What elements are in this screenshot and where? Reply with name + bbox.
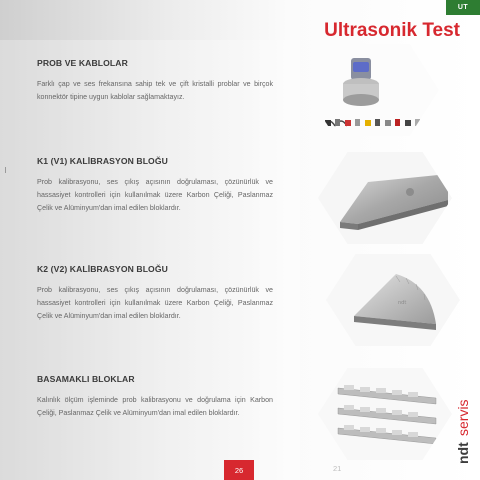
section-body: Prob kalibrasyonu, ses çıkış açısının doğrulaması, çözünürlük ve hassasiyet kontrolleri için kullanılmak üzere Karbon Çeliği, Paslanmaz Çelik ve Alüminyum'dan imal edilen bloklardır. <box>37 286 273 321</box>
section-step-blocks <box>37 374 273 420</box>
svg-text:ndt: ndt <box>398 300 407 306</box>
section-body: Kalınlık ölçüm işleminde prob kalibrasyonu ve doğrulama için Karbon Çeliği, Paslanmaz Çelik ve Alüminyum'dan imal edilen bloklardır. <box>37 396 273 418</box>
page-number-right: 21 <box>333 464 342 473</box>
section-heading: PROB VE KABLOLAR <box>37 58 128 68</box>
brand-part-1: ndt <box>455 442 471 464</box>
section-probes-cables <box>37 58 273 104</box>
brand-part-2: servis <box>455 399 471 436</box>
section-heading: K2 (V2) KALİBRASYON BLOĞU <box>37 264 168 274</box>
section-k2-block <box>37 264 273 324</box>
section-badge: UT <box>446 0 480 15</box>
section-body: Prob kalibrasyonu, ses çıkış açısının doğrulaması, çözünürlük ve hassasiyet kontrolleri için kullanılmak üzere Karbon Çeliği, Paslanmaz Çelik ve Alüminyum'dan imal edilen bloklardır. <box>37 178 273 213</box>
page-title: Ultrasonik Test <box>324 20 460 41</box>
section-heading: BASAMAKLI BLOKLAR <box>37 374 135 384</box>
section-body: Farklı çap ve ses frekansına sahip tek ve çift kristalli problar ve birçok konnektör tipine uygun kablolar sağlamaktayız. <box>37 80 273 102</box>
brand-logo <box>444 388 478 468</box>
edge-mark <box>5 167 6 173</box>
section-k1-block <box>37 156 273 216</box>
section-heading: K1 (V1) KALİBRASYON BLOĞU <box>37 156 168 166</box>
page-number-left: 26 <box>224 460 254 480</box>
